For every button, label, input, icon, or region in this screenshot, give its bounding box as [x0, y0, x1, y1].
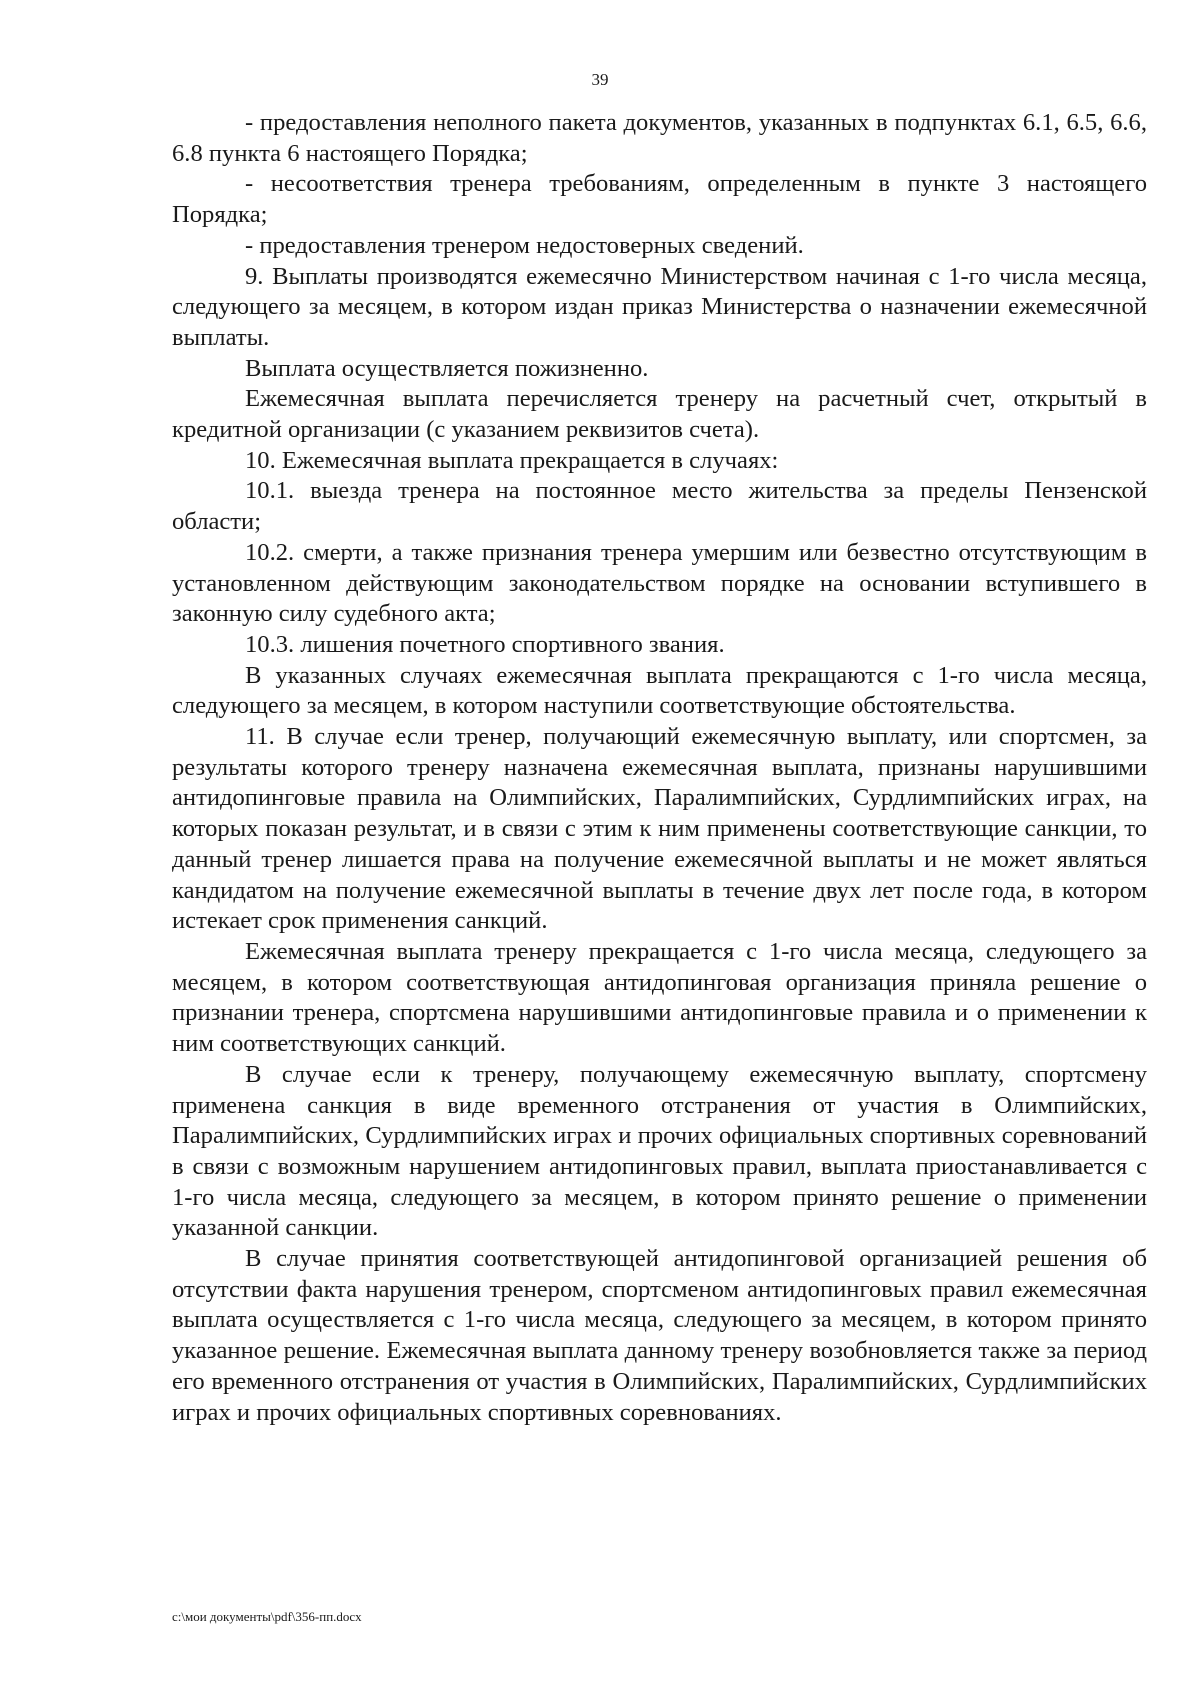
paragraph: 10.1. выезда тренера на постоянное место жительства за пределы Пензенской области;: [172, 477, 1147, 536]
document-body: [172, 108, 1147, 1428]
paragraph: 11. В случае если тренер, получающий ежемесячную выплату, или спортсмен, за результаты которого тренеру назначена ежемесячная выплата, признаны нарушившими антидопинговые правила на Олимпийских, Паралимпийских, Сурдлимпийских играх, на которых показан результат, и в связи с этим к ним применены соответствующие санкции, то данный тренер лишается права на получение ежемесячной выплаты и не может являться кандидатом на получение ежемесячной выплаты в течение двух лет после года, в котором истекает срок применения санкций.: [172, 723, 1147, 935]
footer-file-path: c:\мои документы\pdf\356-пп.docx: [172, 1609, 362, 1624]
paragraph: - предоставления неполного пакета документов, указанных в подпунктах 6.1, 6.5, 6.6, 6.8 пункта 6 настоящего Порядка;: [172, 109, 1147, 167]
paragraph: - несоответствия тренера требованиям, определенным в пункте 3 настоящего Порядка;: [172, 170, 1147, 229]
page-number: 39: [591, 70, 609, 89]
paragraph: В указанных случаях ежемесячная выплата прекращаются с 1-го числа месяца, следующего за месяцем, в котором наступили соответствующие обстоятельства.: [172, 661, 1147, 720]
paragraph: 10. Ежемесячная выплата прекращается в случаях:: [245, 446, 779, 474]
paragraph: 10.2. смерти, а также признания тренера умершим или безвестно отсутствующим в установленном действующим законодательством порядке на основании вступившего в законную силу судебного акта;: [172, 538, 1147, 628]
paragraph: 10.3. лишения почетного спортивного звания.: [245, 630, 725, 658]
paragraph: 9. Выплаты производятся ежемесячно Министерством начиная с 1-го числа месяца, следующего за месяцем, в котором издан приказ Министерства о назначении ежемесячной выплаты.: [172, 262, 1147, 351]
paragraph: - предоставления тренером недостоверных сведений.: [245, 231, 804, 259]
paragraph: Ежемесячная выплата перечисляется тренеру на расчетный счет, открытый в кредитной организации (с указанием реквизитов счета).: [172, 385, 1147, 444]
paragraph: В случае если к тренеру, получающему ежемесячную выплату, спортсмену применена санкция в виде временного отстранения от участия в Олимпийских, Паралимпийских, Сурдлимпийских играх и прочих официальных спортивных соревнований в связи с возможным нарушением антидопинговых правил, выплата приостанавливается с 1-го числа месяца, следующего за месяцем, в котором принято решение о применении указанной санкции.: [172, 1060, 1147, 1242]
paragraph: Ежемесячная выплата тренеру прекращается с 1-го числа месяца, следующего за месяцем, в котором соответствующая антидопинговая организация приняла решение о признании тренера, спортсмена нарушившими антидопинговые правила и о применении к ним соответствующих санкций.: [172, 937, 1147, 1058]
paragraph: В случае принятия соответствующей антидопинговой организацией решения об отсутствии факта нарушения тренером, спортсменом антидопинговых правил ежемесячная выплата осуществляется с 1-го числа месяца, следующего за месяцем, в котором принято указанное решение. Ежемесячная выплата данному тренеру возобновляется также за период его временного отстранения от участия в Олимпийских, Паралимпийских, Сурдлимпийских играх и прочих официальных спортивных соревнованиях.: [172, 1245, 1147, 1426]
paragraph: Выплата осуществляется пожизненно.: [245, 354, 649, 382]
